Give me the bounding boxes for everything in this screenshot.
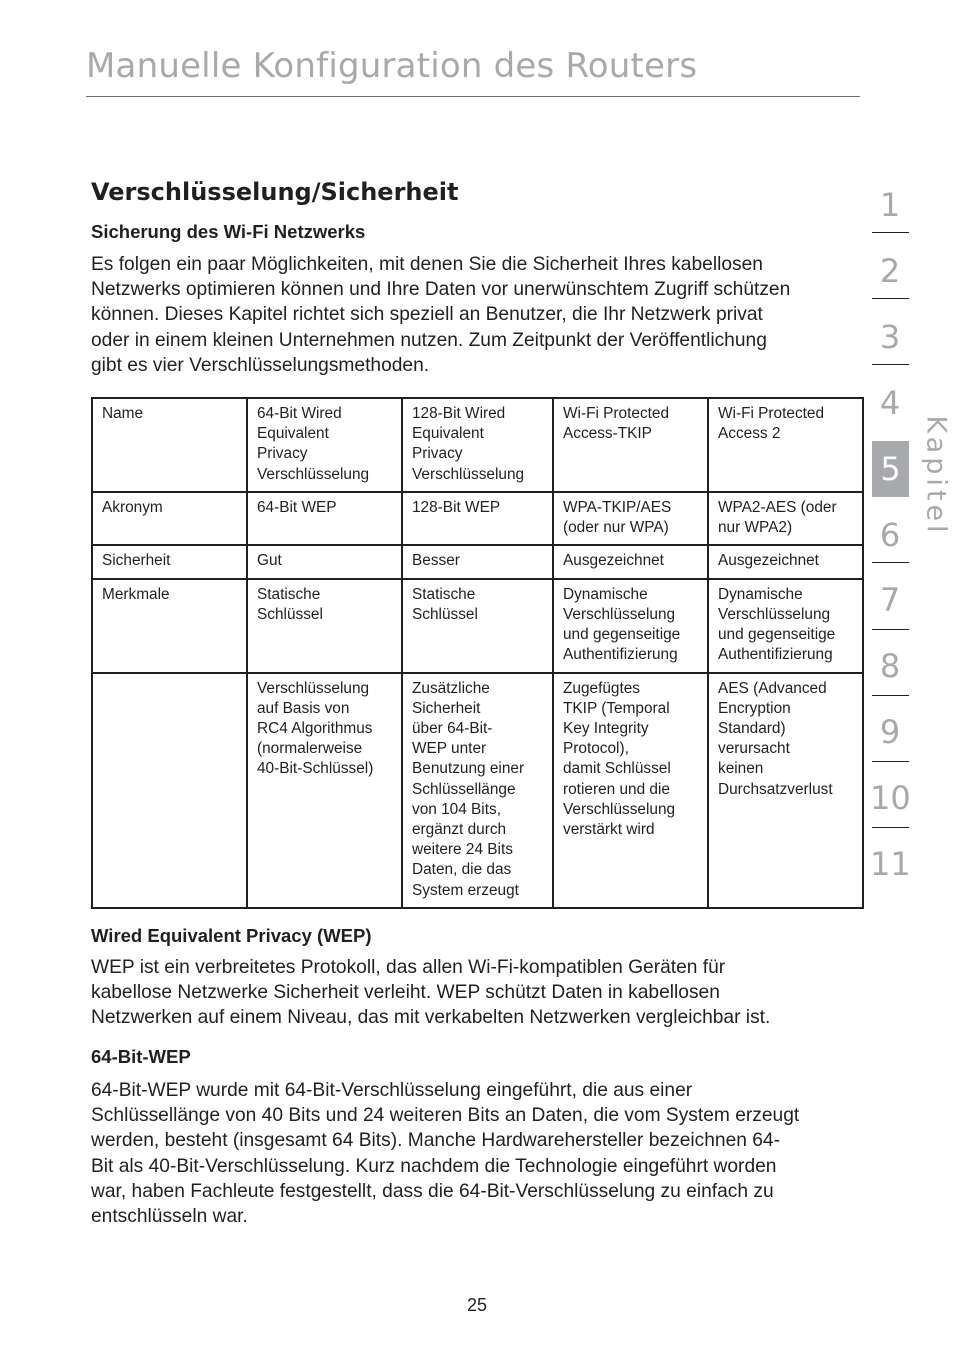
- cell-text-line: WPA-TKIP/AES: [563, 499, 672, 516]
- table-cell-row-label: [92, 673, 247, 908]
- cell-text-line: Privacy: [257, 445, 308, 463]
- cell-text-line: Name: [102, 405, 144, 422]
- cell-text-line: Durchsatzverlust: [718, 780, 833, 798]
- chapter-divider: [872, 695, 909, 696]
- table-cell-wep64: [247, 492, 402, 545]
- table-cell-wpa2: [708, 545, 863, 578]
- cell-text-line: weitere 24 Bits: [412, 841, 513, 859]
- cell-text-line: 64-Bit Wired: [257, 405, 342, 422]
- table-cell-wep128: [402, 579, 553, 673]
- chapter-divider: [872, 827, 909, 828]
- text-line: Es folgen ein paar Möglichkeiten, mit denen Sie die Sicherheit Ihres kabellosen: [91, 254, 763, 275]
- section-heading: Verschlüsselung/Sicherheit: [91, 178, 459, 206]
- cell-text-line: Dynamische: [718, 585, 803, 603]
- chapter-divider: [872, 232, 909, 233]
- text-line: gibt es vier Verschlüsselungsmethoden.: [91, 354, 430, 376]
- table-cell-wep64: [247, 545, 402, 578]
- table-cell-row-label: [92, 492, 247, 545]
- text-line: oder in einem kleinen Unternehmen nutzen. Zum Zeitpunkt der Veröffentlichung: [91, 329, 767, 351]
- table-cell-wep128: [402, 398, 553, 492]
- text-line: kabellose Netzwerke Sicherheit verleiht. WEP schützt Daten in kabellosen: [91, 982, 720, 1004]
- table-cell-wep128: [402, 673, 553, 908]
- subheading-wifi-security: Sicherung des Wi-Fi Netzwerks: [91, 221, 366, 242]
- chapter-number-10: 10: [870, 779, 911, 817]
- cell-text-line: Sicherheit: [412, 699, 481, 717]
- chapter-number-2: 2: [879, 252, 901, 290]
- cell-text-line: Authentifizierung: [563, 646, 678, 664]
- cell-text-line: Zugefügtes: [563, 679, 641, 697]
- cell-text-line: Sicherheit: [102, 552, 171, 570]
- cell-text-line: Schlüssel: [412, 605, 478, 623]
- text-line: können. Dieses Kapitel richtet sich speziell an Benutzer, die Ihr Netzwerk privat: [91, 304, 763, 326]
- cell-text-line: über 64-Bit-: [412, 720, 493, 738]
- cell-text-line: auf Basis von: [257, 699, 350, 717]
- page-number: 25: [466, 1295, 488, 1315]
- cell-text-line: Schlüssellänge: [412, 780, 516, 798]
- text-line: Netzwerken auf einem Niveau, das mit verkabelten Netzwerken vergleichbar ist.: [91, 1007, 771, 1029]
- chapter-number-7: 7: [879, 581, 901, 619]
- table-cell-wpa2: [708, 398, 863, 492]
- cell-text-line: nur WPA2): [718, 519, 793, 537]
- cell-text-line: Protocol),: [563, 740, 629, 758]
- cell-text-line: 128-Bit Wired: [412, 405, 506, 422]
- cell-text-line: Verschlüsselung: [718, 605, 831, 623]
- text-line: war, haben Fachleute festgestellt, dass die 64-Bit-Verschlüsselung zu einfach zu: [91, 1180, 774, 1202]
- cell-text-line: Ausgezeichnet: [718, 552, 819, 570]
- cell-text-line: Verschlüsselung: [412, 465, 525, 483]
- cell-text-line: Wi-Fi Protected: [563, 405, 670, 422]
- text-line: entschlüsseln war.: [91, 1206, 248, 1228]
- wep-paragraph: [91, 955, 861, 1031]
- chapter-divider: [872, 629, 909, 630]
- table-cell-wpa-tkip: [553, 545, 708, 578]
- cell-text-line: Authentifizierung: [718, 646, 833, 664]
- cell-text-line: Privacy: [412, 445, 463, 463]
- cell-text-line: Verschlüsselung: [563, 605, 676, 623]
- table-cell-wpa2: [708, 579, 863, 673]
- table-cell-wpa-tkip: [553, 398, 708, 492]
- chapter-label: Kapitel: [920, 415, 952, 537]
- cell-text-line: Gut: [257, 552, 282, 570]
- cell-text-line: System erzeugt: [412, 881, 519, 899]
- table-row: [92, 398, 863, 492]
- cell-text-line: verstärkt wird: [563, 821, 655, 839]
- table-row: [92, 673, 863, 908]
- cell-text-line: Verschlüsselung: [563, 800, 676, 818]
- chapter-number-6: 6: [879, 516, 901, 554]
- table-cell-wpa2: [708, 492, 863, 545]
- chapter-number-4: 4: [879, 384, 901, 422]
- page-title: Manuelle Konfiguration des Routers: [86, 46, 698, 86]
- encryption-comparison-table: [91, 397, 864, 909]
- cell-text-line: Access-TKIP: [563, 425, 652, 443]
- table-cell-row-label: [92, 398, 247, 492]
- chapter-number-11: 11: [870, 845, 911, 883]
- chapter-number-5-active: [872, 441, 909, 497]
- cell-text-line: 128-Bit WEP: [412, 499, 501, 516]
- table-cell-wep128: [402, 492, 553, 545]
- cell-text-line: 64-Bit WEP: [257, 499, 337, 516]
- cell-text-line: (oder nur WPA): [563, 519, 669, 537]
- table-cell-wep64: [247, 579, 402, 673]
- cell-text-line: Besser: [412, 552, 460, 570]
- chapter-number-8: 8: [879, 647, 901, 685]
- cell-text-line: Encryption: [718, 699, 791, 717]
- cell-text-line: Merkmale: [102, 585, 170, 603]
- cell-text-line: (normalerweise: [257, 740, 363, 758]
- cell-text-line: RC4 Algorithmus: [257, 720, 373, 738]
- table-row: [92, 545, 863, 578]
- table-cell-wep128: [402, 545, 553, 578]
- chapter-divider: [872, 761, 909, 762]
- active-chapter-number: 5: [880, 450, 901, 488]
- table-row: [92, 492, 863, 545]
- text-line: 64-Bit-WEP wurde mit 64-Bit-Verschlüsselung eingeführt, die aus einer: [91, 1080, 693, 1101]
- cell-text-line: Access 2: [718, 425, 781, 443]
- cell-text-line: Schlüssel: [257, 605, 323, 623]
- text-line: werden, besteht (insgesamt 64 Bits). Manche Hardwarehersteller bezeichnen 64-: [91, 1130, 780, 1152]
- chapter-divider: [872, 364, 909, 365]
- subheading-64bit-wep: 64-Bit-WEP: [91, 1046, 191, 1067]
- cell-text-line: Dynamische: [563, 585, 648, 603]
- chapter-number-9: 9: [879, 713, 901, 751]
- cell-text-line: 40-Bit-Schlüssel): [257, 760, 374, 778]
- cell-text-line: TKIP (Temporal: [563, 699, 670, 717]
- chapter-number-1: 1: [879, 186, 901, 224]
- cell-text-line: Ausgezeichnet: [563, 552, 664, 570]
- table-cell-wpa2: [708, 673, 863, 908]
- table-cell-wpa-tkip: [553, 579, 708, 673]
- cell-text-line: Verschlüsselung: [257, 465, 370, 483]
- cell-text-line: von 104 Bits,: [412, 800, 501, 818]
- cell-text-line: Standard): [718, 720, 786, 738]
- table-cell-wpa-tkip: [553, 492, 708, 545]
- text-line: Schlüssellänge von 40 Bits und 24 weiteren Bits an Daten, die vom System erzeugt: [91, 1105, 800, 1127]
- cell-text-line: Benutzung einer: [412, 760, 525, 778]
- table-cell-row-label: [92, 545, 247, 578]
- cell-text-line: rotieren und die: [563, 780, 670, 798]
- table-row: [92, 579, 863, 673]
- chapter-number-3: 3: [879, 318, 901, 356]
- text-line: WEP ist ein verbreitetes Protokoll, das allen Wi-Fi-kompatiblen Geräten für: [91, 957, 726, 978]
- cell-text-line: WPA2-AES (oder: [718, 499, 837, 516]
- cell-text-line: Daten, die das: [412, 861, 512, 879]
- table-cell-row-label: [92, 579, 247, 673]
- title-rule: [86, 96, 860, 97]
- table-cell-wep64: [247, 673, 402, 908]
- cell-text-line: und gegenseitige: [563, 626, 681, 644]
- table-cell-wep64: [247, 398, 402, 492]
- cell-text-line: und gegenseitige: [718, 626, 836, 644]
- text-line: Netzwerks optimieren können und Ihre Daten vor unerwünschtem Zugriff schützen: [91, 279, 791, 301]
- cell-text-line: keinen: [718, 760, 764, 778]
- wep64-paragraph: [91, 1078, 861, 1229]
- cell-text-line: Statische: [412, 585, 476, 603]
- cell-text-line: Wi-Fi Protected: [718, 405, 825, 422]
- text-line: Bit als 40-Bit-Verschlüsselung. Kurz nachdem die Technologie eingeführt worden: [91, 1155, 777, 1177]
- cell-text-line: verursacht: [718, 740, 790, 758]
- cell-text-line: WEP unter: [412, 740, 487, 758]
- cell-text-line: damit Schlüssel: [563, 760, 671, 778]
- cell-text-line: AES (Advanced: [718, 679, 827, 697]
- table-cell-wpa-tkip: [553, 673, 708, 908]
- cell-text-line: Verschlüsselung: [257, 679, 370, 697]
- intro-paragraph: [91, 252, 861, 378]
- cell-text-line: Equivalent: [257, 425, 329, 443]
- chapter-divider: [872, 562, 909, 563]
- subheading-wep: Wired Equivalent Privacy (WEP): [91, 925, 372, 946]
- cell-text-line: Statische: [257, 585, 321, 603]
- cell-text-line: Equivalent: [412, 425, 484, 443]
- cell-text-line: Key Integrity: [563, 720, 649, 738]
- cell-text-line: Zusätzliche: [412, 679, 490, 697]
- chapter-divider: [872, 298, 909, 299]
- cell-text-line: Akronym: [102, 499, 163, 516]
- cell-text-line: ergänzt durch: [412, 821, 507, 839]
